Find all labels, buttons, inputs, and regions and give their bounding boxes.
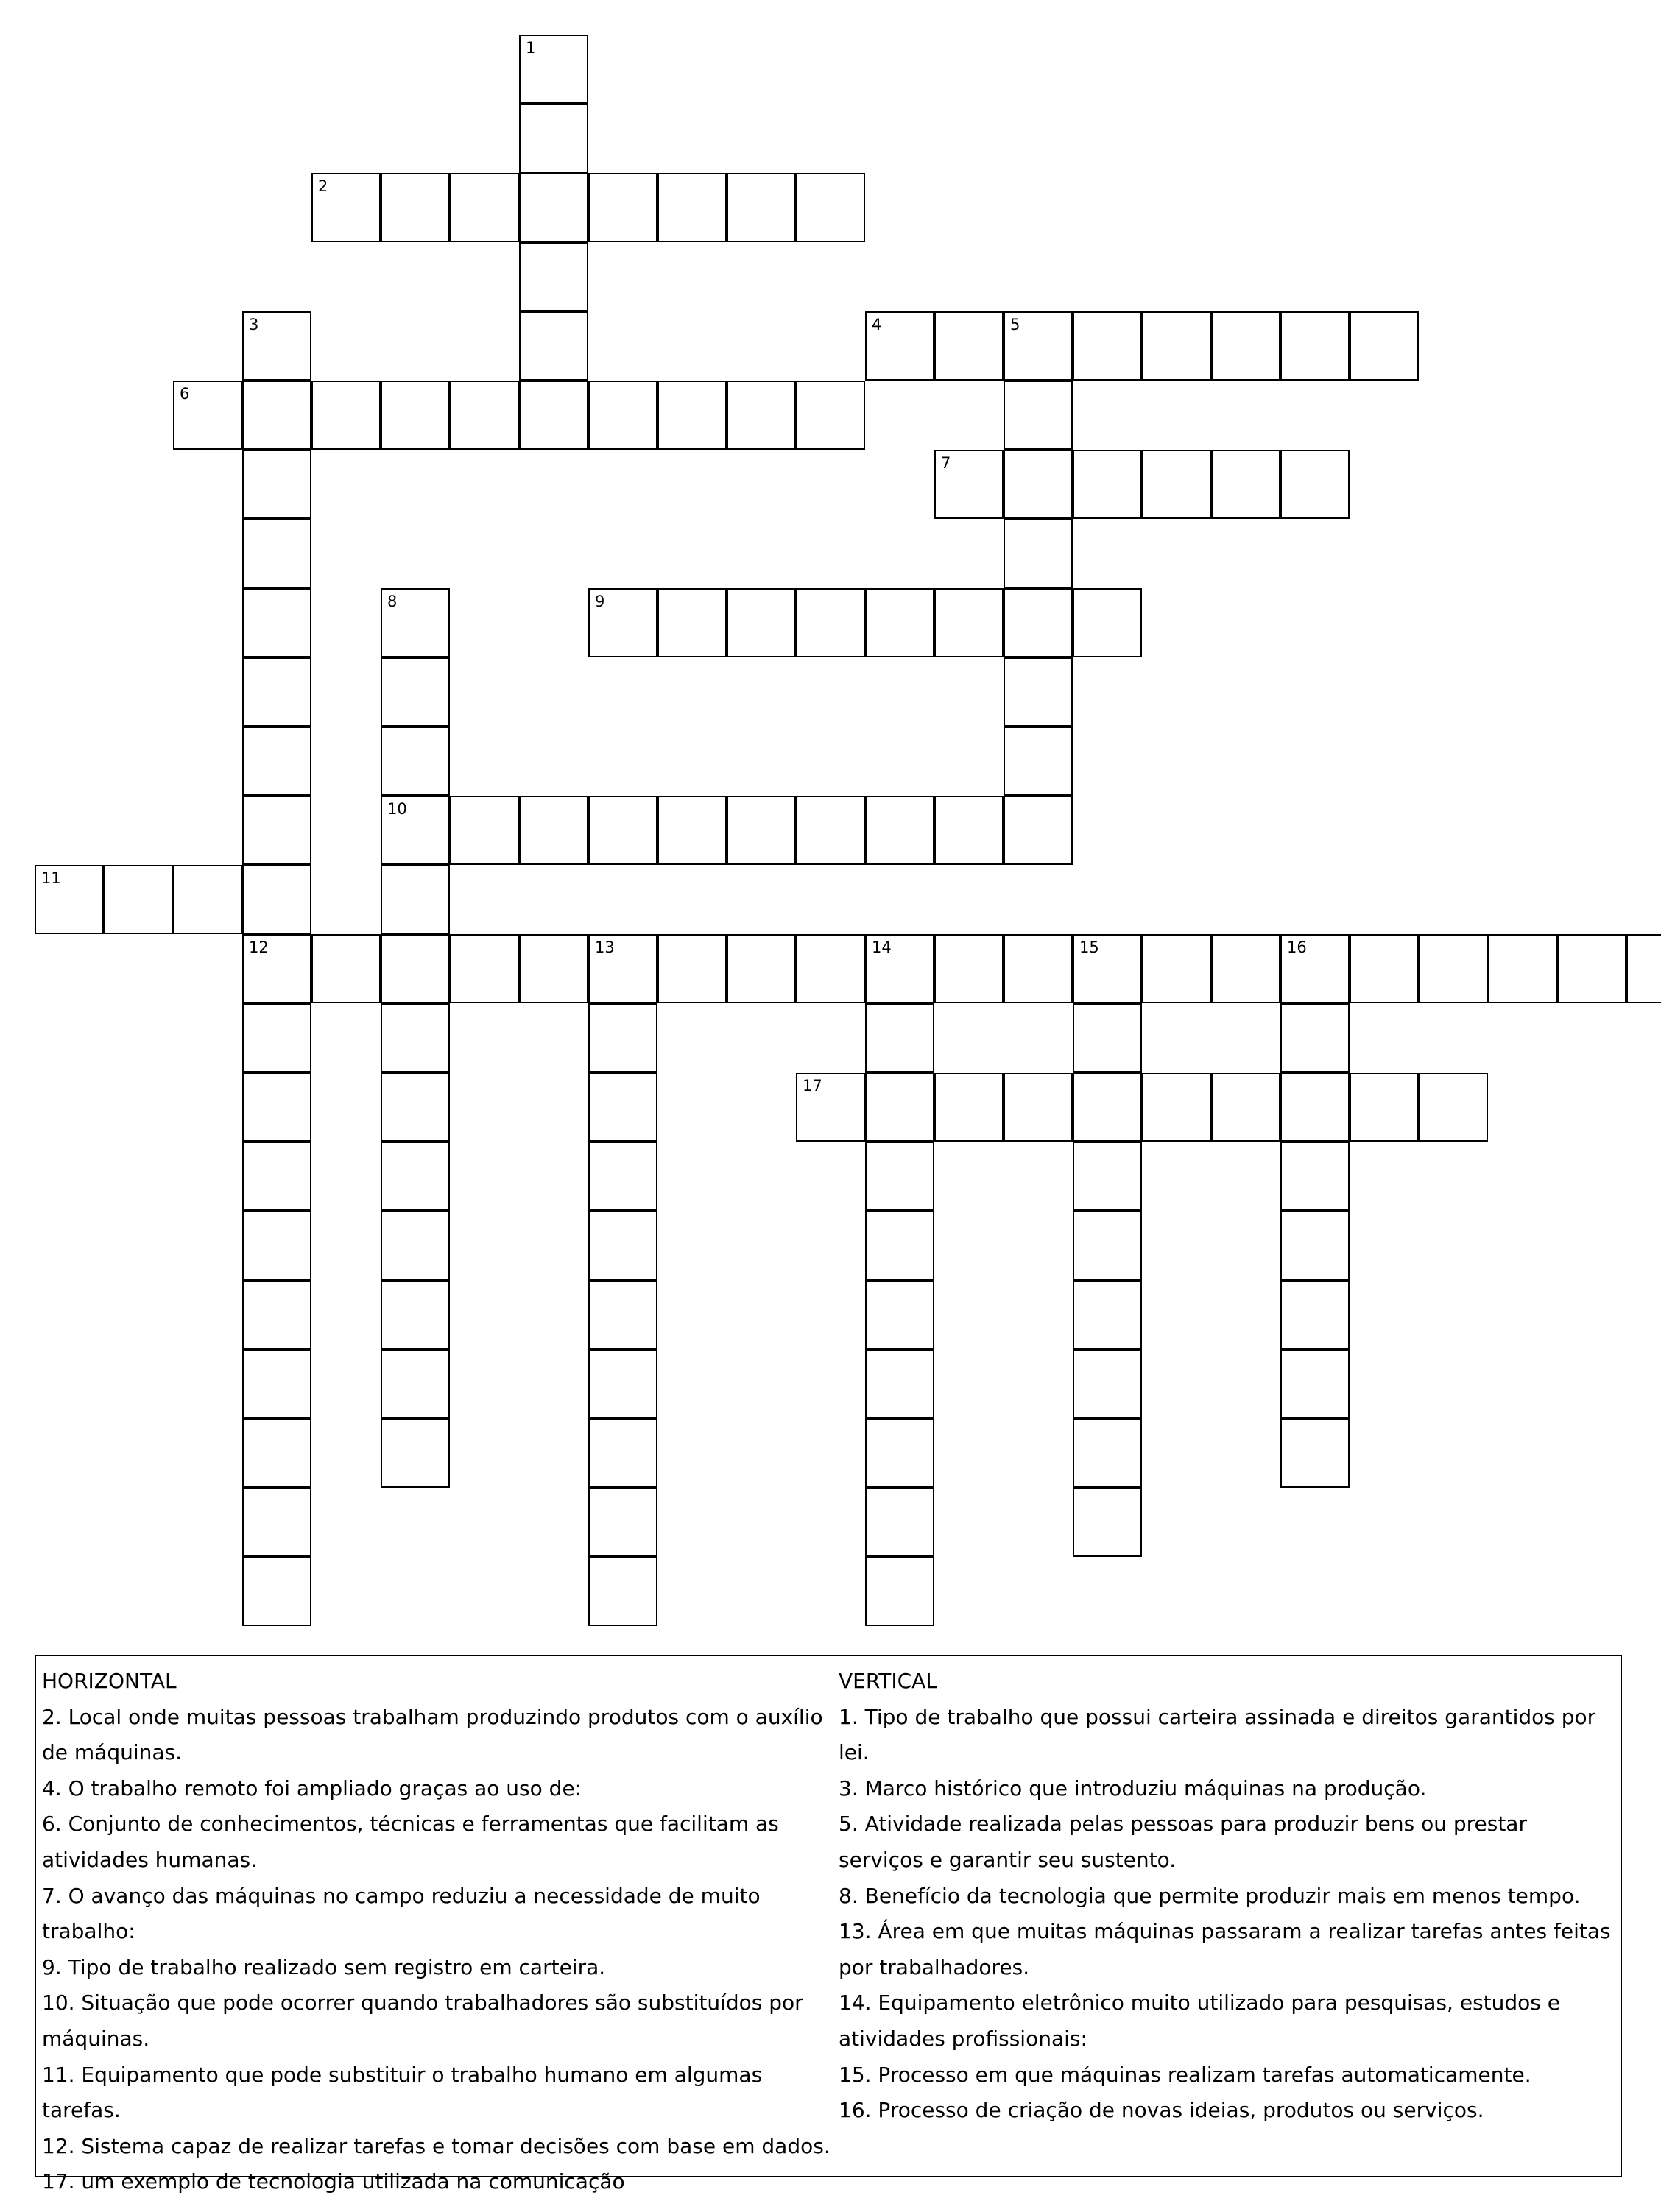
clue-v-15: 15. Processo em que máquinas realizam tarefas automaticamente.	[839, 2062, 1531, 2087]
grid-cell[interactable]	[1280, 934, 1350, 1003]
grid-cell[interactable]	[1142, 450, 1211, 519]
grid-cell[interactable]	[1557, 934, 1626, 1003]
grid-cell[interactable]	[381, 657, 450, 727]
clue-h-4: 4. O trabalho remoto foi ampliado graças ao uso de:	[42, 1775, 582, 1801]
grid-cell[interactable]	[381, 1211, 450, 1280]
grid-cell[interactable]	[450, 934, 519, 1003]
grid-cell[interactable]	[657, 588, 727, 657]
grid-cell[interactable]	[1004, 311, 1073, 381]
grid-cell[interactable]	[588, 1003, 657, 1073]
grid-cell[interactable]	[1488, 934, 1557, 1003]
grid-cell[interactable]	[519, 35, 588, 104]
grid-cell[interactable]	[519, 104, 588, 173]
grid-cell[interactable]	[1211, 1073, 1280, 1142]
grid-cell[interactable]	[1211, 450, 1280, 519]
horizontal-title: HORIZONTAL	[42, 1669, 177, 1693]
grid-cell[interactable]	[1004, 450, 1073, 519]
clue-number: 14	[872, 939, 892, 956]
grid-cell[interactable]	[1004, 588, 1073, 657]
grid-cell[interactable]	[657, 173, 727, 242]
grid-cell[interactable]	[381, 1073, 450, 1142]
grid-cell[interactable]	[242, 1349, 311, 1418]
grid-cell[interactable]	[588, 1557, 657, 1626]
grid-cell[interactable]	[865, 1280, 934, 1349]
grid-cell[interactable]	[865, 934, 934, 1003]
grid-cell[interactable]	[1073, 588, 1142, 657]
grid-cell[interactable]	[934, 796, 1004, 865]
grid-cell[interactable]	[242, 1418, 311, 1488]
grid-cell[interactable]	[588, 1211, 657, 1280]
grid-cell[interactable]	[1280, 1073, 1350, 1142]
grid-cell[interactable]	[1280, 1418, 1350, 1488]
clue-number: 5	[1010, 316, 1020, 333]
grid-cell[interactable]	[1073, 1211, 1142, 1280]
grid-cell[interactable]	[796, 1073, 865, 1142]
grid-cell[interactable]	[796, 381, 865, 450]
grid-cell[interactable]	[796, 173, 865, 242]
grid-cell[interactable]	[381, 1003, 450, 1073]
grid-cell[interactable]	[1004, 381, 1073, 450]
grid-cell[interactable]	[865, 1418, 934, 1488]
grid-cell[interactable]	[1142, 934, 1211, 1003]
grid-cell[interactable]	[1280, 311, 1350, 381]
grid-cell[interactable]	[381, 727, 450, 796]
clue-number: 7	[941, 454, 951, 472]
grid-cell[interactable]	[588, 1488, 657, 1557]
grid-cell[interactable]	[242, 1003, 311, 1073]
grid-cell[interactable]	[381, 381, 450, 450]
grid-cell[interactable]	[311, 173, 381, 242]
grid-cell[interactable]	[1073, 1488, 1142, 1557]
clue-v-1: 1. Tipo de trabalho que possui carteira assinada e direitos garantidos por lei.	[839, 1704, 1596, 1765]
grid-cell[interactable]	[311, 381, 381, 450]
grid-cell[interactable]	[865, 311, 934, 381]
horizontal-clues	[42, 1664, 833, 2200]
grid-cell[interactable]	[1073, 1418, 1142, 1488]
grid-cell[interactable]	[242, 519, 311, 588]
grid-cell[interactable]	[381, 1418, 450, 1488]
grid-cell[interactable]	[1142, 311, 1211, 381]
grid-cell[interactable]	[519, 242, 588, 311]
grid-cell[interactable]	[242, 381, 311, 450]
clue-v-16: 16. Processo de criação de novas ideias, produtos ou serviços.	[839, 2098, 1484, 2123]
grid-cell[interactable]	[1280, 450, 1350, 519]
grid-cell[interactable]	[519, 381, 588, 450]
grid-cell[interactable]	[865, 1211, 934, 1280]
grid-cell[interactable]	[1211, 311, 1280, 381]
grid-cell[interactable]	[173, 865, 242, 934]
grid-cell[interactable]	[173, 381, 242, 450]
grid-cell[interactable]	[242, 1211, 311, 1280]
clue-number: 8	[387, 593, 398, 610]
grid-cell[interactable]	[381, 588, 450, 657]
clue-h-11: 11. Equipamento que pode substituir o trabalho humano em algumas tarefas.	[42, 2062, 763, 2123]
grid-cell[interactable]	[796, 588, 865, 657]
clue-h-7: 7. O avanço das máquinas no campo reduziu a necessidade de muito trabalho:	[42, 1883, 761, 1944]
grid-cell[interactable]	[727, 796, 796, 865]
grid-cell[interactable]	[1419, 1073, 1488, 1142]
grid-cell[interactable]	[450, 173, 519, 242]
clue-h-6: 6. Conjunto de conhecimentos, técnicas e ferramentas que facilitam as atividades humanas.	[42, 1812, 779, 1872]
grid-cell[interactable]	[934, 934, 1004, 1003]
clue-number: 3	[249, 316, 259, 333]
grid-cell[interactable]	[242, 865, 311, 934]
grid-cell[interactable]	[1280, 1349, 1350, 1418]
grid-cell[interactable]	[104, 865, 173, 934]
clue-h-2: 2. Local onde muitas pessoas trabalham produzindo produtos com o auxílio de máquinas.	[42, 1704, 823, 1765]
grid-cell[interactable]	[1280, 1142, 1350, 1211]
grid-cell[interactable]	[242, 1073, 311, 1142]
grid-cell[interactable]	[588, 1142, 657, 1211]
grid-cell[interactable]	[1073, 1142, 1142, 1211]
grid-cell[interactable]	[242, 1488, 311, 1557]
grid-cell[interactable]	[450, 381, 519, 450]
grid-cell[interactable]	[1004, 657, 1073, 727]
vertical-title: VERTICAL	[839, 1669, 937, 1693]
grid-cell[interactable]	[1073, 1073, 1142, 1142]
grid-cell[interactable]	[381, 1142, 450, 1211]
grid-cell[interactable]	[727, 381, 796, 450]
grid-cell[interactable]	[588, 173, 657, 242]
clue-v-5: 5. Atividade realizada pelas pessoas para produzir bens ou prestar serviços e garantir seu sustento.	[839, 1812, 1527, 1872]
grid-cell[interactable]	[381, 1349, 450, 1418]
grid-cell[interactable]	[727, 588, 796, 657]
grid-cell[interactable]	[519, 173, 588, 242]
clue-h-9: 9. Tipo de trabalho realizado sem registro em carteira.	[42, 1954, 606, 1979]
clue-number: 9	[595, 593, 605, 610]
clue-v-13: 13. Área em que muitas máquinas passaram a realizar tarefas antes feitas por trabalhadores.	[839, 1919, 1611, 1979]
grid-cell[interactable]	[1004, 1073, 1073, 1142]
grid-cell[interactable]	[242, 1557, 311, 1626]
grid-cell[interactable]	[727, 934, 796, 1003]
grid-cell[interactable]	[865, 1073, 934, 1142]
grid-cell[interactable]	[381, 1280, 450, 1349]
grid-cell[interactable]	[242, 727, 311, 796]
grid-cell[interactable]	[1073, 934, 1142, 1003]
grid-cell[interactable]	[657, 934, 727, 1003]
clue-v-8: 8. Benefício da tecnologia que permite produzir mais em menos tempo.	[839, 1883, 1581, 1908]
grid-cell[interactable]	[1350, 311, 1419, 381]
clue-h-10: 10. Situação que pode ocorrer quando trabalhadores são substituídos por máquinas.	[42, 1990, 803, 2051]
vertical-clues	[839, 1664, 1612, 2129]
grid-cell[interactable]	[1073, 450, 1142, 519]
grid-cell[interactable]	[657, 796, 727, 865]
grid-cell[interactable]	[588, 1418, 657, 1488]
grid-cell[interactable]	[796, 934, 865, 1003]
grid-cell[interactable]	[865, 1003, 934, 1073]
grid-cell[interactable]	[588, 381, 657, 450]
clue-number: 4	[872, 316, 882, 333]
clue-v-14: 14. Equipamento eletrônico muito utilizado para pesquisas, estudos e atividades profissionais:	[839, 1990, 1561, 2051]
grid-cell[interactable]	[381, 173, 450, 242]
clue-number: 11	[41, 869, 61, 887]
grid-cell[interactable]	[865, 1142, 934, 1211]
clue-number: 1	[526, 39, 536, 57]
grid-cell[interactable]	[242, 450, 311, 519]
grid-cell[interactable]	[1004, 934, 1073, 1003]
grid-cell[interactable]	[1350, 1073, 1419, 1142]
grid-cell[interactable]	[588, 1073, 657, 1142]
grid-cell[interactable]	[657, 381, 727, 450]
grid-cell[interactable]	[1280, 1280, 1350, 1349]
grid-cell[interactable]	[242, 311, 311, 381]
grid-cell[interactable]	[865, 1557, 934, 1626]
clue-number: 10	[387, 800, 407, 818]
grid-cell[interactable]	[1073, 1003, 1142, 1073]
grid-cell[interactable]	[588, 796, 657, 865]
clue-number: 15	[1079, 939, 1099, 956]
grid-cell[interactable]	[242, 1280, 311, 1349]
grid-cell[interactable]	[1004, 519, 1073, 588]
clue-number: 13	[595, 939, 615, 956]
grid-cell[interactable]	[588, 934, 657, 1003]
grid-cell[interactable]	[450, 796, 519, 865]
grid-cell[interactable]	[381, 865, 450, 934]
grid-cell[interactable]	[1211, 934, 1280, 1003]
clue-number: 6	[180, 385, 190, 403]
grid-cell[interactable]	[1142, 1073, 1211, 1142]
grid-cell[interactable]	[519, 796, 588, 865]
grid-cell[interactable]	[242, 657, 311, 727]
grid-cell[interactable]	[242, 588, 311, 657]
clue-v-3: 3. Marco histórico que introduziu máquinas na produção.	[839, 1775, 1427, 1801]
clue-h-17: 17. um exemplo de tecnologia utilizada na comunicação	[42, 2169, 625, 2194]
grid-cell[interactable]	[588, 1349, 657, 1418]
grid-cell[interactable]	[1004, 727, 1073, 796]
grid-cell[interactable]	[1073, 1349, 1142, 1418]
grid-cell[interactable]	[1350, 934, 1419, 1003]
grid-cell[interactable]	[934, 450, 1004, 519]
grid-cell[interactable]	[727, 173, 796, 242]
grid-cell[interactable]	[381, 934, 450, 1003]
grid-cell[interactable]	[934, 588, 1004, 657]
grid-cell[interactable]	[796, 796, 865, 865]
clues-box	[35, 1655, 1622, 2194]
grid-cell[interactable]	[934, 311, 1004, 381]
grid-cell[interactable]	[1073, 1280, 1142, 1349]
grid-cell[interactable]	[1419, 934, 1488, 1003]
clue-number: 12	[249, 939, 269, 956]
grid-cell[interactable]	[588, 588, 657, 657]
clue-h-12: 12. Sistema capaz de realizar tarefas e tomar decisões com base em dados.	[42, 2133, 830, 2158]
clue-number: 16	[1287, 939, 1307, 956]
grid-cell[interactable]	[519, 311, 588, 381]
grid-cell[interactable]	[865, 1488, 934, 1557]
grid-cell[interactable]	[35, 865, 104, 934]
grid-cell[interactable]	[865, 1349, 934, 1418]
clue-number: 2	[318, 177, 328, 195]
grid-cell[interactable]	[865, 796, 934, 865]
grid-cell[interactable]	[1004, 796, 1073, 865]
grid-cell[interactable]	[242, 934, 311, 1003]
grid-cell[interactable]	[1280, 1003, 1350, 1073]
grid-cell[interactable]	[311, 934, 381, 1003]
grid-cell[interactable]	[934, 1073, 1004, 1142]
clue-number: 17	[803, 1077, 822, 1095]
grid-cell[interactable]	[519, 934, 588, 1003]
grid-cell[interactable]	[242, 1142, 311, 1211]
grid-cell[interactable]	[1073, 311, 1142, 381]
grid-cell[interactable]	[242, 796, 311, 865]
grid-cell[interactable]	[1626, 934, 1661, 1003]
grid-cell[interactable]	[1280, 1211, 1350, 1280]
grid-cell[interactable]	[381, 796, 450, 865]
grid-cell[interactable]	[865, 588, 934, 657]
grid-cell[interactable]	[588, 1280, 657, 1349]
